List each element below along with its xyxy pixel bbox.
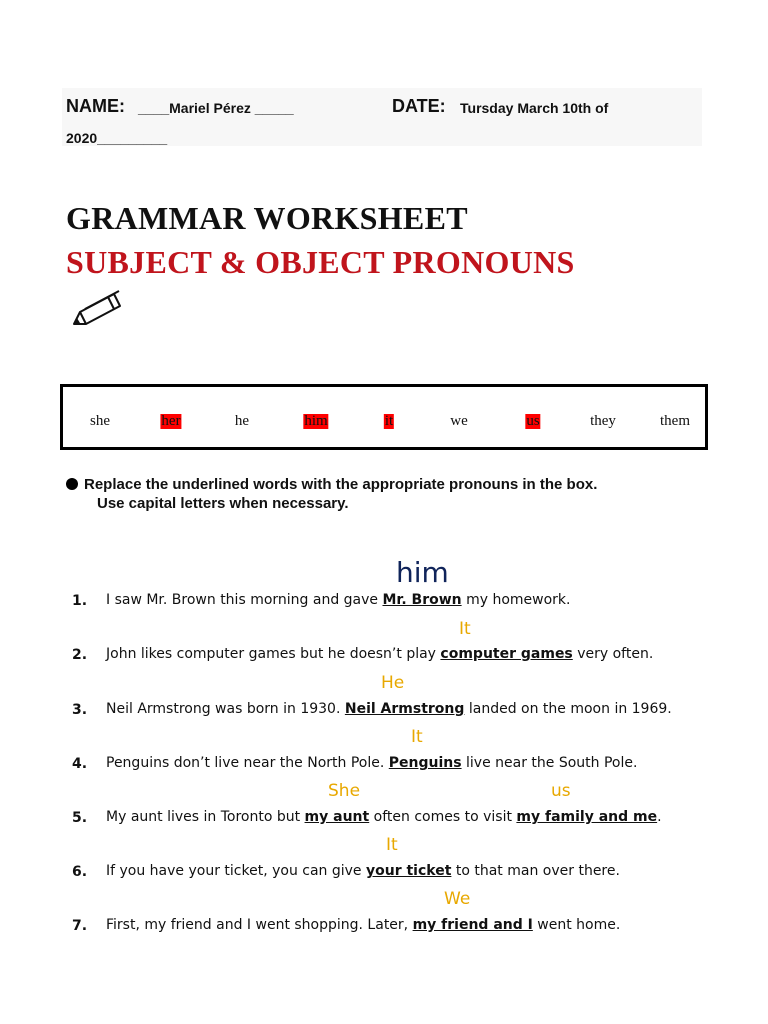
pronoun-option: she: [90, 413, 110, 429]
answer-6: It: [386, 835, 398, 855]
underlined-phrase: my friend and I: [412, 917, 533, 933]
underlined-phrase: your ticket: [366, 863, 452, 879]
answer-7: We: [444, 889, 471, 909]
answer-2: It: [459, 619, 471, 639]
pencil-icon: [70, 290, 126, 330]
item-sentence: John likes computer games but he doesn’t play computer games very often.: [106, 646, 654, 662]
name-label: NAME:: [66, 96, 125, 116]
item-sentence: I saw Mr. Brown this morning and gave Mr. Brown my homework.: [106, 592, 571, 608]
exercise-item: [72, 755, 638, 773]
pronoun-option: it: [384, 413, 394, 429]
date-label: DATE:: [392, 96, 446, 116]
instruction-line-1: Replace the underlined words with the appropriate pronouns in the box.: [84, 476, 598, 493]
item-number: 1.: [72, 593, 88, 609]
item-number: 5.: [72, 810, 88, 826]
item-sentence: Neil Armstrong was born in 1930. Neil Armstrong landed on the moon in 1969.: [106, 701, 672, 717]
pronoun-option: we: [450, 413, 468, 429]
item-sentence: My aunt lives in Toronto but my aunt often comes to visit my family and me.: [106, 809, 662, 825]
item-number: 7.: [72, 918, 88, 934]
underlined-phrase: Mr. Brown: [382, 592, 462, 608]
pronoun-option: he: [234, 413, 250, 429]
item-number: 2.: [72, 647, 88, 663]
answer-4: It: [411, 727, 423, 747]
date-value-continued: 2020_________: [66, 130, 168, 146]
pronoun-option: they: [590, 413, 616, 429]
underlined-phrase: Neil Armstrong: [344, 701, 465, 717]
item-sentence: If you have your ticket, you can give your ticket to that man over there.: [106, 863, 620, 879]
underlined-phrase: Penguins: [388, 755, 462, 771]
instruction-line-2: Use capital letters when necessary.: [97, 495, 349, 512]
worksheet-title: GRAMMAR WORKSHEET: [66, 200, 468, 236]
worksheet-subtitle: SUBJECT & OBJECT PRONOUNS: [66, 244, 575, 280]
answer-3: He: [381, 673, 405, 693]
item-sentence: First, my friend and I went shopping. Later, my friend and I went home.: [106, 917, 621, 933]
underlined-phrase: my aunt: [304, 809, 370, 825]
date-value: Tursday March 10th of: [460, 100, 609, 116]
pronoun-option: them: [660, 413, 690, 429]
item-number: 3.: [72, 702, 88, 718]
exercise-item: [72, 701, 672, 719]
pronoun-option: him: [304, 413, 328, 429]
exercise-item: [72, 646, 654, 664]
item-number: 6.: [72, 864, 88, 880]
underlined-phrase: my family and me: [516, 809, 658, 825]
exercise-item: [72, 863, 620, 881]
answer-1: him: [396, 556, 449, 589]
pronoun-option: her: [161, 413, 181, 429]
exercise-item: [72, 809, 662, 827]
item-sentence: Penguins don’t live near the North Pole. Penguins live near the South Pole.: [106, 755, 638, 771]
pronoun-box: [60, 384, 708, 450]
exercise-item: [72, 592, 571, 610]
pronoun-option: us: [526, 413, 540, 429]
underlined-phrase: computer games: [440, 646, 573, 662]
answer-5b: us: [551, 781, 571, 801]
answer-5a: She: [328, 781, 361, 801]
exercise-item: [72, 917, 621, 935]
name-value: ____Mariel Pérez _____: [138, 100, 294, 116]
item-number: 4.: [72, 756, 88, 772]
bullet-icon: [66, 478, 78, 490]
